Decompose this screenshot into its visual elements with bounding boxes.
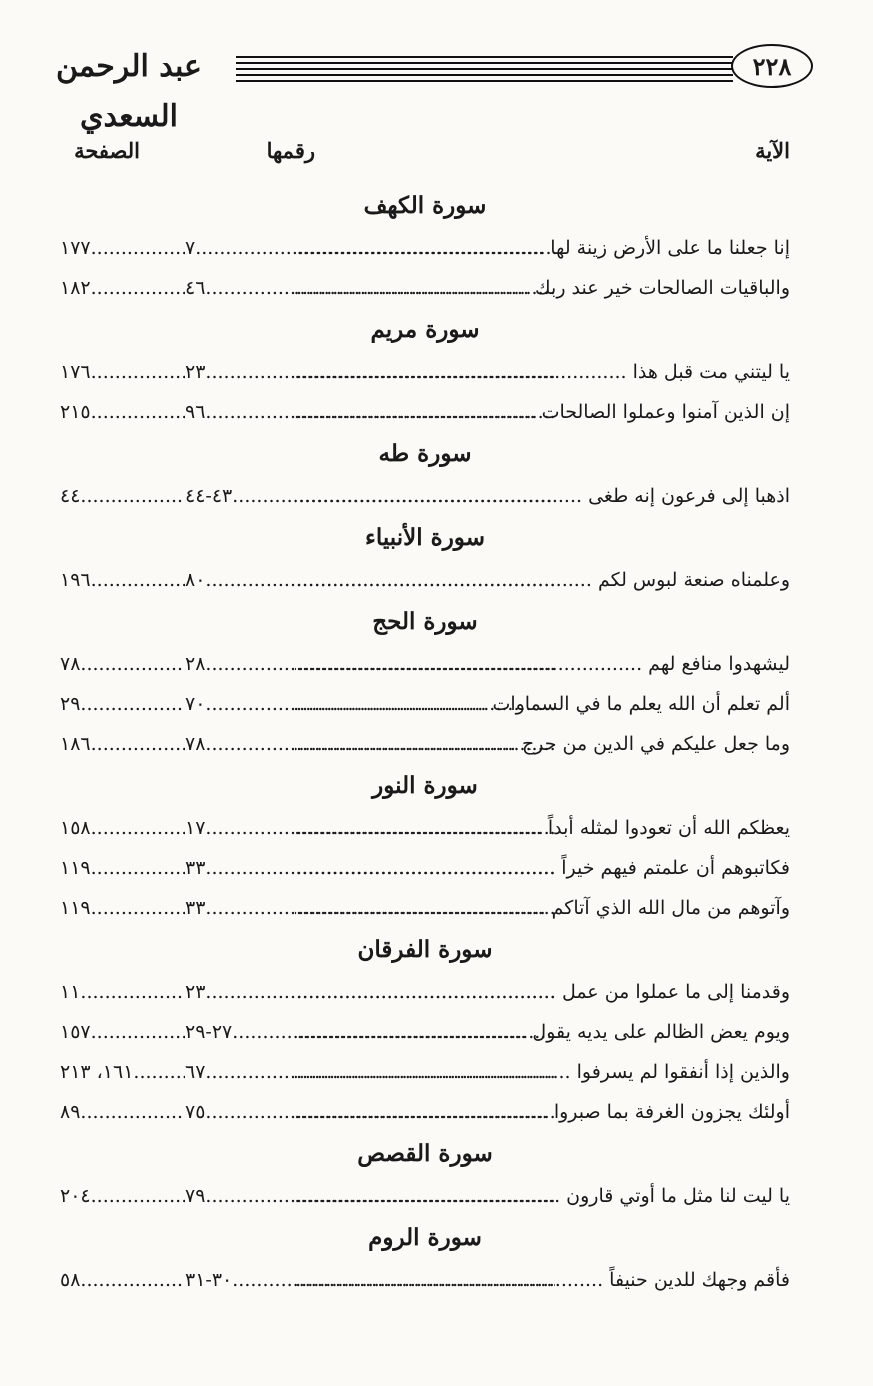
index-row (60, 1052, 790, 1092)
page-reference-cell (60, 644, 185, 684)
surah-heading: سورة الفرقان (357, 936, 493, 963)
surah-heading: سورة الحج (372, 608, 478, 635)
verse-number-cell (185, 352, 555, 392)
page-header (22, 34, 817, 134)
verse-text: يا ليت لنا مثل ما أوتي قارون (566, 1185, 790, 1207)
header-rule (236, 68, 733, 70)
page-reference-cell (60, 476, 185, 516)
page-reference-cell (60, 1260, 185, 1300)
verse-text: أولئك يجزون الغرفة بما صبروا (553, 1101, 790, 1123)
verse-text: وعلمناه صنعة لبوس لكم (597, 569, 790, 591)
index-row (60, 476, 790, 516)
verse-number-cell (185, 1092, 555, 1132)
header-rule (236, 56, 733, 58)
verse-number-cell (185, 392, 555, 432)
verse-number: ١٧ (185, 817, 206, 839)
verse-text: فكاتبوهم أن علمتم فيهم خيراً (561, 857, 790, 879)
page-reference: ١٦١، ٢١٣ (60, 1061, 134, 1083)
index-row (60, 1176, 790, 1216)
page-number: ٢٢٨ (731, 44, 813, 88)
verse-number: ٣٣ (185, 857, 206, 879)
page-reference: ١٩٦ (60, 569, 91, 591)
index-row (60, 724, 790, 764)
verse-text: إن الذين آمنوا وعملوا الصالحات (541, 401, 790, 423)
page-reference: ١٧٦ (60, 361, 91, 383)
page-reference: ١٥٨ (60, 817, 91, 839)
index-content (60, 184, 790, 1300)
page-reference-cell (60, 1052, 185, 1092)
page-reference: ٧٨ (60, 653, 81, 675)
page-reference-cell (60, 392, 185, 432)
surah-heading: سورة الأنبياء (365, 524, 485, 551)
page-reference: ١٨٢ (60, 277, 91, 299)
verse-text: يعظكم الله أن تعودوا لمثله أبداً (547, 817, 790, 839)
verse-number: ٧٨ (185, 733, 206, 755)
index-row (60, 808, 790, 848)
page-reference-cell (60, 972, 185, 1012)
page-reference-cell (60, 1092, 185, 1132)
column-header-aya: الآية (755, 138, 790, 163)
verse-number: ٣٠-٣١ (185, 1269, 233, 1291)
page-reference: ١٧٧ (60, 237, 91, 259)
verse-number-cell (185, 888, 555, 928)
verse-number: ٢٣ (185, 981, 206, 1003)
index-row (60, 1012, 790, 1052)
column-headers (60, 138, 790, 178)
surah-heading: سورة النور (372, 772, 478, 799)
index-row (60, 1092, 790, 1132)
verse-number: ٨٠ (185, 569, 206, 591)
verse-text: ألم تعلم أن الله يعلم ما في السماوات (492, 693, 790, 715)
verse-number-cell (185, 1176, 555, 1216)
verse-text: يا ليتني مت قبل هذا (632, 361, 790, 383)
verse-text: وآتوهم من مال الله الذي آتاكم (551, 897, 790, 919)
verse-text: والباقيات الصالحات خير عند ربك (535, 277, 790, 299)
verse-number-cell (185, 560, 555, 600)
index-row (60, 888, 790, 928)
verse-number: ٧٩ (185, 1185, 206, 1207)
page-reference-cell (60, 724, 185, 764)
page-reference-cell (60, 560, 185, 600)
verse-text: وما جعل عليكم في الدين من حرج (521, 733, 790, 755)
page-reference-cell (60, 808, 185, 848)
header-rule (236, 74, 733, 76)
verse-number: ٤٣-٤٤ (185, 485, 233, 507)
verse-text: إنا جعلنا ما على الأرض زينة لها (550, 237, 790, 259)
verse-number-cell (185, 268, 555, 308)
verse-number-cell (185, 724, 555, 764)
verse-number-cell (185, 1260, 555, 1300)
index-row (60, 972, 790, 1012)
verse-text: وقدمنا إلى ما عملوا من عمل (561, 981, 790, 1003)
page-reference-cell (60, 1176, 185, 1216)
verse-number-cell (185, 848, 555, 888)
index-row (60, 560, 790, 600)
surah-heading: سورة القصص (357, 1140, 493, 1167)
verse-number: ٩٦ (185, 401, 206, 423)
verse-number-cell (185, 476, 555, 516)
page-reference: ١١٩ (60, 857, 91, 879)
verse-number: ٢٧-٢٩ (185, 1021, 233, 1043)
verse-number: ٧٠ (185, 693, 206, 715)
page-reference: ١١٩ (60, 897, 91, 919)
page-reference-cell (60, 352, 185, 392)
page-reference: ٢٠٤ (60, 1185, 91, 1207)
author-name: عبد الرحمن السعدي (56, 49, 202, 134)
index-row (60, 352, 790, 392)
verse-text: فأقم وجهك للدين حنيفاً (609, 1269, 790, 1291)
verse-text: والذين إذا أنفقوا لم يسرفوا (576, 1061, 790, 1083)
page-reference: ٥٨ (60, 1269, 81, 1291)
page-reference-cell (60, 268, 185, 308)
column-header-page: الصفحة (74, 138, 140, 163)
page-reference-cell (60, 848, 185, 888)
verse-number: ٦٧ (185, 1061, 206, 1083)
index-row (60, 684, 790, 724)
surah-heading: سورة مريم (370, 316, 480, 343)
verse-number-cell (185, 1012, 555, 1052)
verse-number-cell (185, 1052, 555, 1092)
page-reference: ٢٩ (60, 693, 81, 715)
verse-text: ويوم يعض الظالم على يديه يقول (532, 1021, 790, 1043)
index-row (60, 228, 790, 268)
verse-number: ٣٣ (185, 897, 206, 919)
verse-number: ٧٥ (185, 1101, 206, 1123)
page-reference-cell (60, 684, 185, 724)
index-row (60, 392, 790, 432)
surah-heading: سورة الروم (368, 1224, 482, 1251)
surah-heading: سورة الكهف (363, 192, 487, 219)
header-rule (236, 62, 733, 64)
verse-text: ليشهدوا منافع لهم (648, 653, 790, 675)
verse-number-cell (185, 644, 555, 684)
page-reference: ٨٩ (60, 1101, 81, 1123)
verse-number-cell (185, 808, 555, 848)
page-reference-cell (60, 888, 185, 928)
index-row (60, 848, 790, 888)
verse-number: ٧ (185, 237, 196, 259)
surah-heading: سورة طه (378, 440, 472, 467)
verse-number: ٢٨ (185, 653, 206, 675)
verse-number-cell (185, 684, 555, 724)
page-reference: ٢١٥ (60, 401, 91, 423)
page-reference: ١١ (60, 981, 81, 1003)
column-header-number: رقمها (266, 138, 315, 163)
page-reference: ١٥٧ (60, 1021, 91, 1043)
page-reference: ١٨٦ (60, 733, 91, 755)
index-row (60, 644, 790, 684)
index-row (60, 1260, 790, 1300)
page-reference-cell (60, 228, 185, 268)
index-row (60, 268, 790, 308)
header-rule (236, 80, 733, 82)
verse-text: اذهبا إلى فرعون إنه طغى (588, 485, 790, 507)
page-reference-cell (60, 1012, 185, 1052)
verse-number: ٤٦ (185, 277, 206, 299)
verse-number-cell (185, 228, 555, 268)
page-reference: ٤٤ (60, 485, 81, 507)
verse-number-cell (185, 972, 555, 1012)
verse-number: ٢٣ (185, 361, 206, 383)
